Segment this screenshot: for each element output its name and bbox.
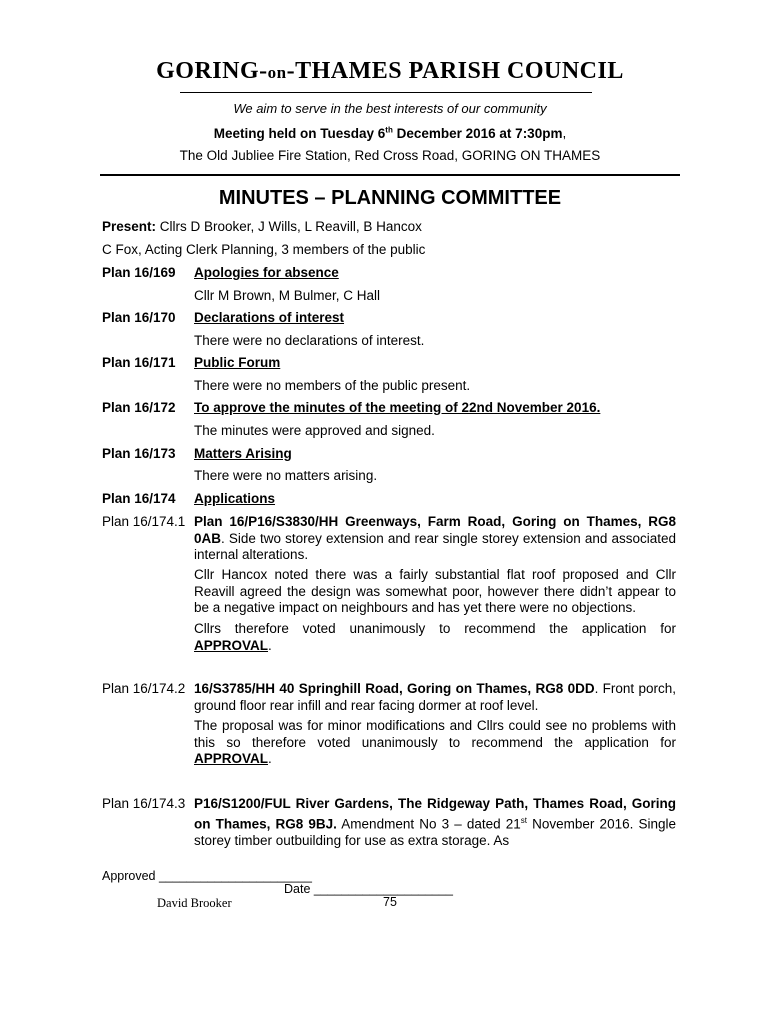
present-line-2: C Fox, Acting Clerk Planning, 3 members of the public xyxy=(102,242,426,257)
item-ref: Plan 16/172 xyxy=(102,400,176,415)
header-divider xyxy=(180,92,592,93)
application-decision: The proposal was for minor modifications and Cllrs could see no problems with this so therefore voted unanimously to recommend the application for APPROVAL. xyxy=(194,718,676,766)
item-text: There were no declarations of interest. xyxy=(194,333,425,348)
item-heading: Applications xyxy=(194,491,276,506)
item-heading: Apologies for absence xyxy=(194,265,339,280)
document-title: MINUTES – PLANNING COMMITTEE xyxy=(218,187,562,209)
item-heading: Public Forum xyxy=(194,355,281,370)
item-ref: Plan 16/170 xyxy=(102,310,176,325)
meeting-date: Meeting held on Tuesday 6th December 2016 at 7:30pm, xyxy=(213,125,567,141)
date-line: Date ____________________ xyxy=(284,882,453,896)
item-text: There were no members of the public present. xyxy=(194,378,471,393)
item-text: Cllr M Brown, M Bulmer, C Hall xyxy=(194,288,381,303)
item-ref: Plan 16/174 xyxy=(102,491,176,506)
item-heading: Matters Arising xyxy=(194,446,292,461)
item-text: The minutes were approved and signed. xyxy=(194,423,435,438)
application-description: P16/S1200/FUL River Gardens, The Ridgeway Path, Thames Road, Goring on Thames, RG8 9BJ. Amendment No 3 – dated 21st November 2016. Single storey timber outbuilding for use as extra storage. As xyxy=(194,796,676,848)
page-number: 75 xyxy=(383,895,397,909)
item-ref: Plan 16/171 xyxy=(102,355,176,370)
item-ref: Plan 16/173 xyxy=(102,446,176,461)
present-line: Present: Cllrs D Brooker, J Wills, L Reavill, B Hancox xyxy=(102,219,422,234)
item-heading: To approve the minutes of the meeting of 22nd November 2016. xyxy=(194,400,601,415)
approved-signature-line: Approved ______________________ xyxy=(102,869,312,883)
meeting-venue: The Old Jubliee Fire Station, Red Cross Road, GORING ON THAMES xyxy=(179,148,601,163)
council-name: GORING-on-THAMES PARISH COUNCIL xyxy=(156,58,624,84)
application-ref: Plan 16/174.1 xyxy=(102,514,186,529)
item-text: There were no matters arising. xyxy=(194,468,378,483)
application-decision: Cllrs therefore voted unanimously to recommend the application for APPROVAL. xyxy=(194,621,676,653)
application-description: Plan 16/P16/S3830/HH Greenways, Farm Road, Goring on Thames, RG8 0AB. Side two storey extension and rear single storey extension and associated internal alterations. xyxy=(194,514,676,562)
council-motto: We aim to serve in the best interests of our community xyxy=(233,101,547,116)
application-ref: Plan 16/174.3 xyxy=(102,796,186,811)
application-description: 16/S3785/HH 40 Springhill Road, Goring on Thames, RG8 0DD. Front porch, ground floor rear infill and rear facing dormer at roof level. xyxy=(194,681,676,713)
signatory-name: David Brooker xyxy=(157,896,232,910)
item-ref: Plan 16/169 xyxy=(102,265,176,280)
application-ref: Plan 16/174.2 xyxy=(102,681,186,696)
application-discussion: Cllr Hancox noted there was a fairly substantial flat roof proposed and Cllr Reavill agreed the design was somewhat poor, however there didn’t appear to be a negative impact on neighbours and has yet there were no objections. xyxy=(194,567,676,615)
header-bottom-rule xyxy=(100,174,680,176)
item-heading: Declarations of interest xyxy=(194,310,345,325)
